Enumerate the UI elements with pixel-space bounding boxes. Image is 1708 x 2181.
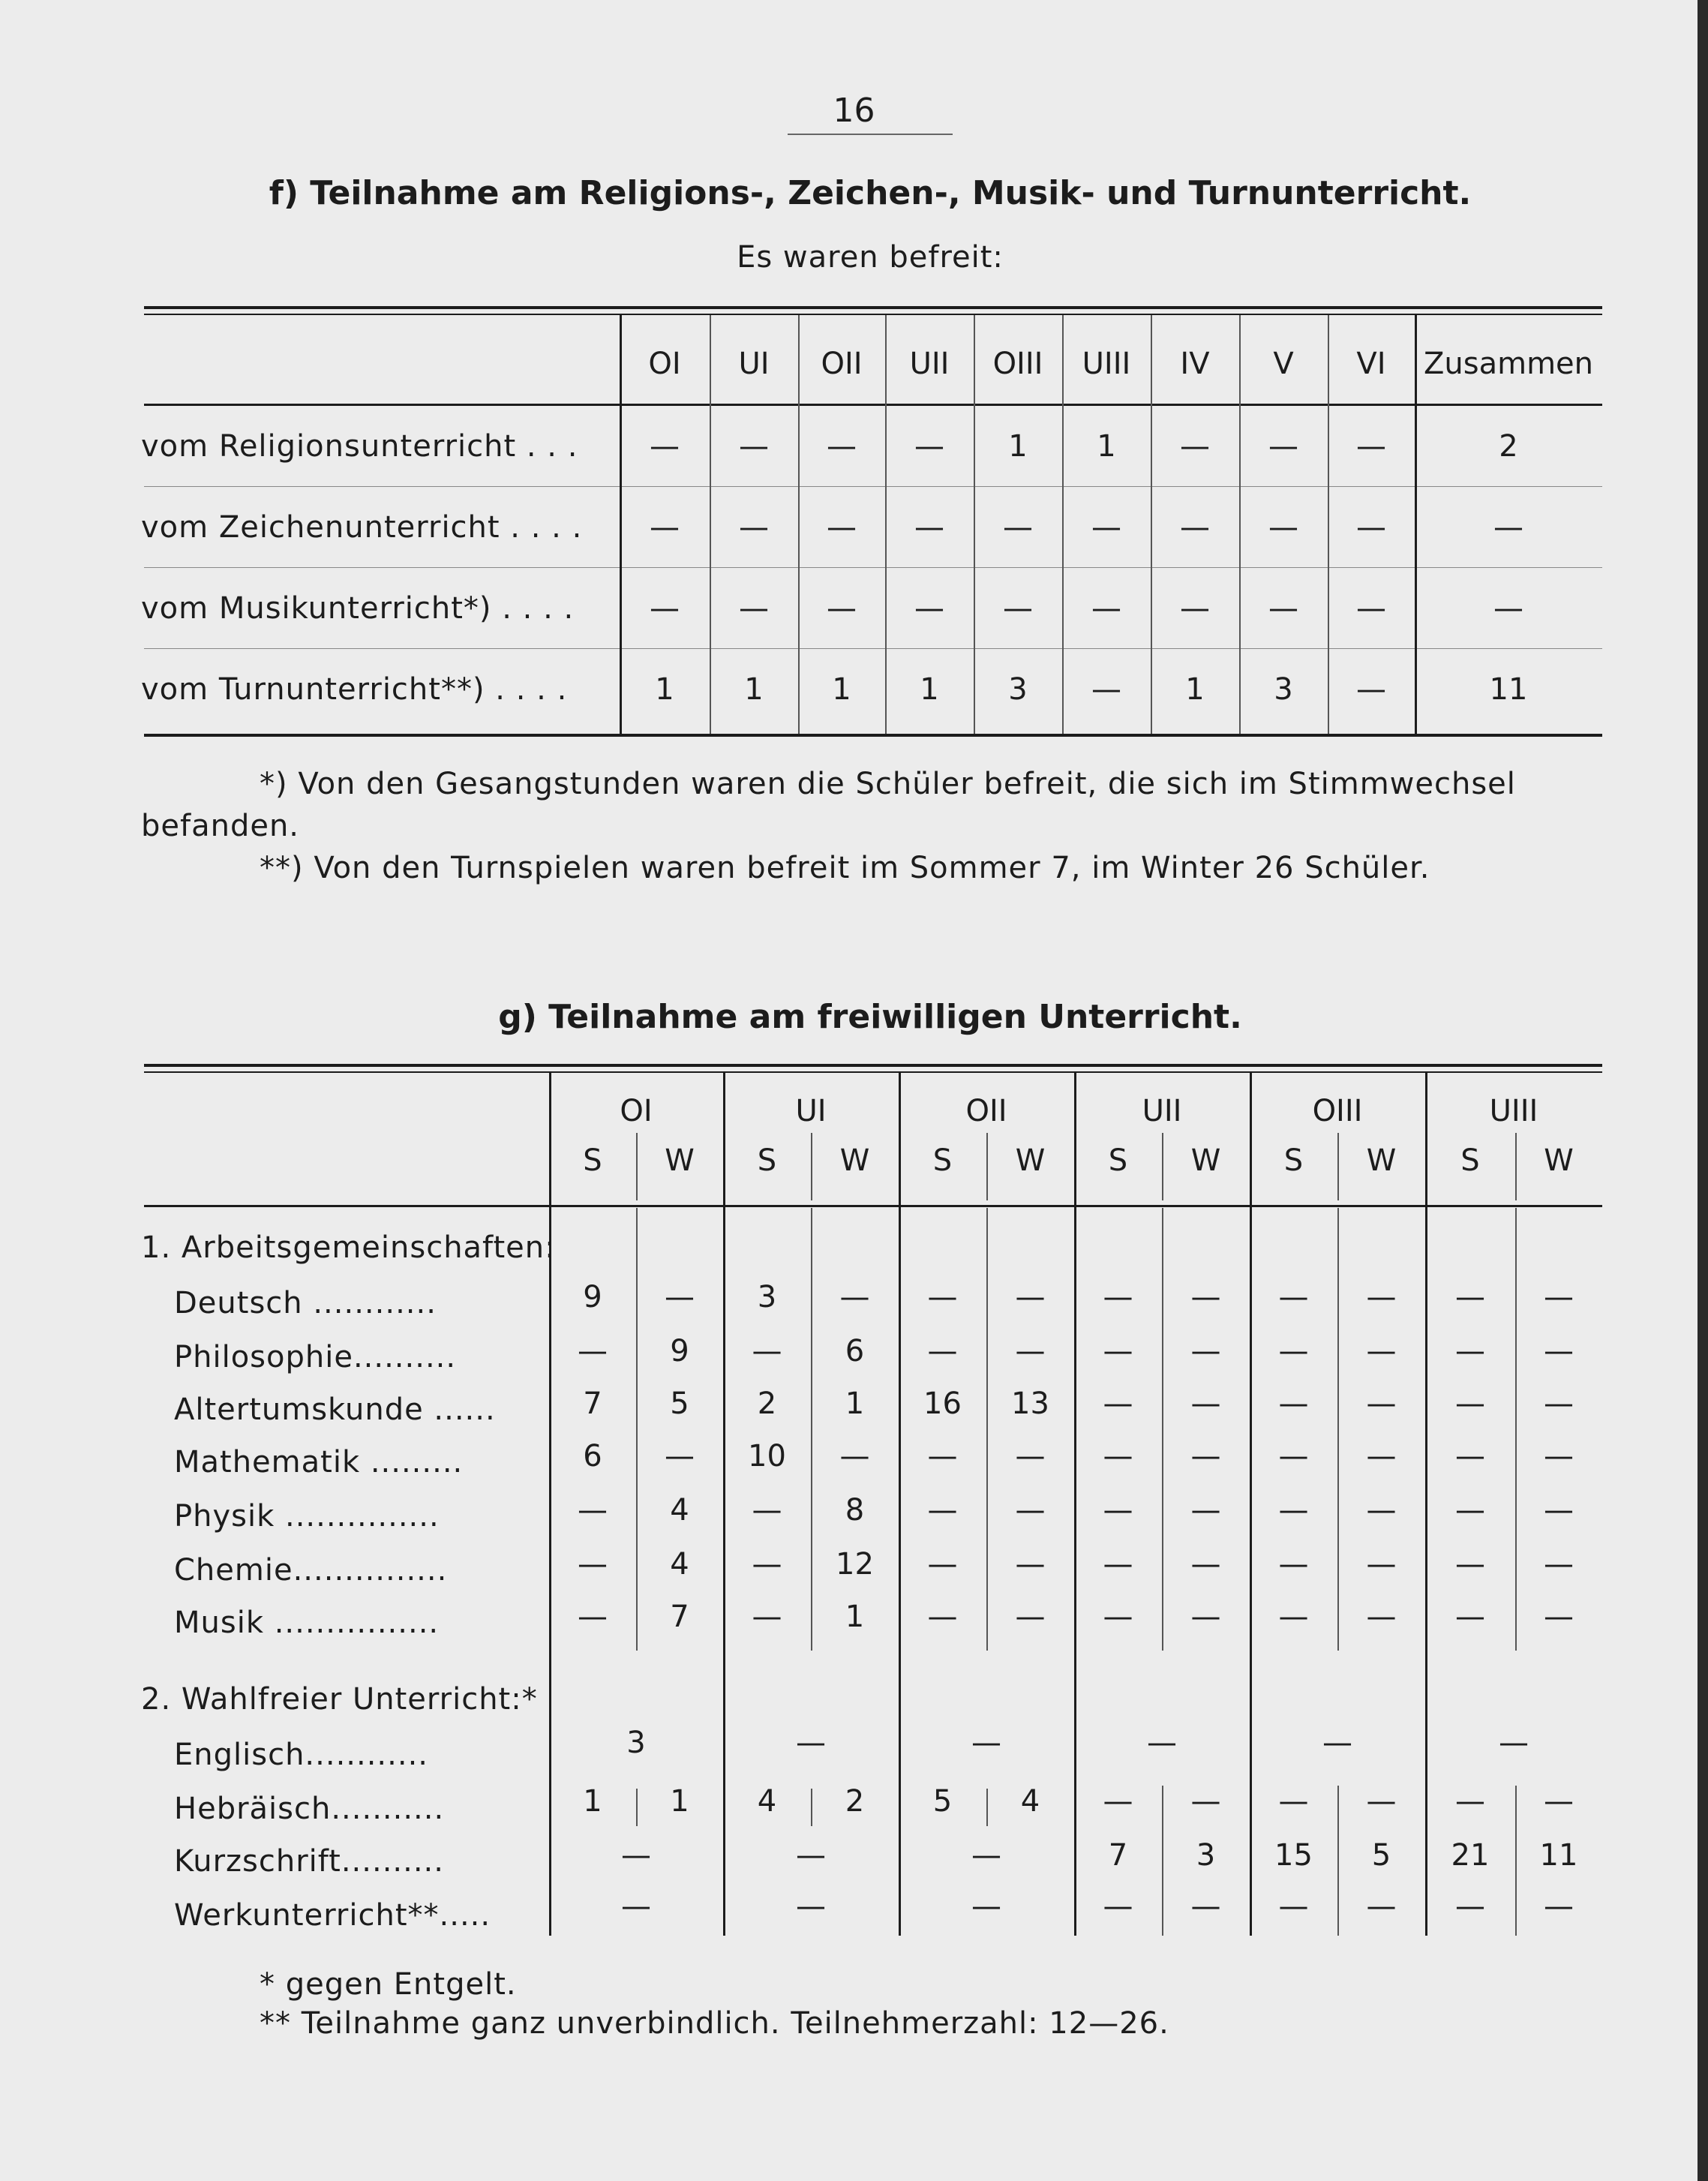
table-g-cell: — <box>1190 1784 1221 1819</box>
table-g-group-header: OIII <box>1312 1094 1363 1128</box>
table-f-cell: 1 <box>744 672 764 707</box>
table-g-cell: — <box>1103 1889 1133 1924</box>
table-g-cell: — <box>1366 1784 1397 1819</box>
table-g-cell: — <box>1544 1889 1574 1924</box>
table-g-cell: — <box>1366 1334 1397 1368</box>
table-g-cell: — <box>1278 1334 1309 1368</box>
table-g-cell: — <box>1190 1600 1221 1634</box>
table-f-column-header: UI <box>738 347 770 381</box>
table-f-cell: — <box>827 429 857 464</box>
table-g-cell: — <box>1190 1334 1221 1368</box>
table-g-row-label: Physik ............... <box>174 1499 440 1534</box>
table-g-cell: 5 <box>670 1386 689 1421</box>
table-g-cell: — <box>1278 1386 1309 1421</box>
table-g-cell: — <box>752 1493 782 1528</box>
table-g-cell: — <box>1544 1386 1574 1421</box>
table-g-sw-rule-hebr <box>636 1789 638 1826</box>
table-g-cell: — <box>927 1280 958 1314</box>
table-g-cell: — <box>1544 1784 1574 1819</box>
table-f-cell: — <box>739 510 769 545</box>
table-f-column-header: IV <box>1180 347 1210 381</box>
table-g-cell: — <box>621 1889 651 1924</box>
table-f-cell: — <box>1356 591 1386 626</box>
table-g-sub-header: S <box>932 1143 953 1178</box>
table-g-cell: — <box>839 1280 870 1314</box>
table-g-cell: — <box>1015 1600 1046 1634</box>
table-g-cell: — <box>971 1726 1001 1760</box>
table-g-cell: 9 <box>670 1334 689 1368</box>
table-g-cell: — <box>1103 1547 1133 1582</box>
table-g-cell: — <box>1455 1439 1485 1474</box>
table-g-row-label: Deutsch ............ <box>174 1286 437 1320</box>
table-g-cell: — <box>1544 1334 1574 1368</box>
table-f-cell: — <box>650 510 680 545</box>
table-f-row-label: vom Zeichenunterricht . . . . <box>141 510 583 545</box>
table-g-cell: 4 <box>1020 1784 1040 1819</box>
table-f-cell: — <box>827 591 857 626</box>
table-g-cell: — <box>1544 1280 1574 1314</box>
table-g-cell: — <box>1544 1493 1574 1528</box>
table-g-cell: 2 <box>845 1784 865 1819</box>
table-g-cell: — <box>1190 1386 1221 1421</box>
table-f-cell: 1 <box>832 672 851 707</box>
table-f-cell: — <box>1003 591 1033 626</box>
table-g-cell: — <box>578 1493 608 1528</box>
table-g-top-rule <box>144 1064 1602 1067</box>
table-g-group-header: OII <box>965 1094 1007 1128</box>
table-g-cell: — <box>1190 1439 1221 1474</box>
table-f-cell: — <box>650 429 680 464</box>
table-g-cell: — <box>1455 1386 1485 1421</box>
table-f-cell: — <box>1356 672 1386 707</box>
table-f-top-rule <box>144 306 1602 309</box>
table-g-row-label: Musik ................ <box>174 1606 440 1640</box>
table-g-group-header: OI <box>620 1094 653 1128</box>
table-g-cell: 10 <box>748 1439 786 1474</box>
table-f-cell: 1 <box>1185 672 1205 707</box>
table-g-cell: — <box>927 1600 958 1634</box>
table-g-sub-header: S <box>757 1143 777 1178</box>
table-g-sw-rule-hebr <box>986 1789 988 1826</box>
table-f-cell: — <box>650 591 680 626</box>
table-g-sub-header: S <box>1283 1143 1304 1178</box>
table-g-cell: — <box>839 1439 870 1474</box>
table-g-cell: — <box>752 1334 782 1368</box>
table-g-cell: — <box>1103 1280 1133 1314</box>
table-f-column-header: Zusammen <box>1424 347 1593 381</box>
table-g-cell: 5 <box>1371 1838 1391 1873</box>
table-g-row-label: Mathematik ......... <box>174 1445 464 1480</box>
table-g-cell: — <box>1190 1547 1221 1582</box>
table-g-cell: 6 <box>583 1439 602 1474</box>
table-g-cell: 2 <box>757 1386 777 1421</box>
table-g-cell: 7 <box>670 1600 689 1634</box>
table-g-cell: — <box>578 1334 608 1368</box>
page-number-rule <box>788 134 953 135</box>
table-g-cell: — <box>1499 1726 1529 1760</box>
table-f-column-header: UII <box>909 347 950 381</box>
table-g-cell: — <box>1455 1784 1485 1819</box>
table-g-cell: — <box>1278 1889 1309 1924</box>
table-g-cell: 16 <box>923 1386 962 1421</box>
table-g-cell: — <box>1103 1493 1133 1528</box>
table-g-cell: — <box>1366 1439 1397 1474</box>
table-g-group-header: UIII <box>1489 1094 1538 1128</box>
table-g-cell: — <box>621 1838 651 1873</box>
table-f-cell: — <box>1493 510 1523 545</box>
table-g-cell: — <box>665 1280 695 1314</box>
table-f-column-header: VI <box>1356 347 1386 381</box>
table-g-sw-body-rule <box>1515 1208 1517 1651</box>
table-f-cell: — <box>1180 429 1210 464</box>
table-g-cell: — <box>971 1838 1001 1873</box>
table-g-cell: — <box>927 1493 958 1528</box>
table-g-cell: — <box>1103 1386 1133 1421</box>
table-g-cell: 3 <box>626 1726 646 1760</box>
table-g-cell: — <box>1278 1439 1309 1474</box>
table-g-cell: — <box>578 1547 608 1582</box>
table-g-cell: — <box>1455 1334 1485 1368</box>
table-g-cell: — <box>1015 1334 1046 1368</box>
table-g-cell: — <box>927 1547 958 1582</box>
table-f-cell: — <box>914 510 944 545</box>
table-g-cell: — <box>1278 1784 1309 1819</box>
section-g-footnote-1: * gegen Entgelt. <box>260 1967 517 2002</box>
table-f-row-rule <box>144 486 1602 487</box>
table-g-cell: — <box>1366 1386 1397 1421</box>
table-g-cell: — <box>1103 1600 1133 1634</box>
table-g-cell: — <box>1366 1280 1397 1314</box>
table-g-cell: 1 <box>845 1600 865 1634</box>
table-f-cell: 1 <box>1097 429 1116 464</box>
table-g-cell: 21 <box>1451 1838 1490 1873</box>
table-g-cell: 4 <box>670 1547 689 1582</box>
table-g-sw-body-rule <box>986 1208 988 1651</box>
table-f-cell: — <box>1356 429 1386 464</box>
table-g-cell: — <box>1015 1493 1046 1528</box>
table-g-cell: — <box>1278 1600 1309 1634</box>
table-g-cell: — <box>1322 1726 1352 1760</box>
section-f-title: f) Teilnahme am Religions-, Zeichen-, Musik- und Turnunterricht. <box>269 174 1472 212</box>
section-g-title: g) Teilnahme am freiwilligen Unterricht. <box>498 998 1242 1036</box>
section-f-footnote-1: *) Von den Gesangstunden waren die Schüler befreit, die sich im Stimmwechsel <box>260 767 1516 801</box>
table-g-cell: 8 <box>845 1493 865 1528</box>
table-g-cell: — <box>971 1889 1001 1924</box>
table-g-cell: — <box>1103 1784 1133 1819</box>
table-g-cell: — <box>1015 1280 1046 1314</box>
table-f-cell: — <box>1268 591 1298 626</box>
table-g-cell: 6 <box>845 1334 865 1368</box>
table-f-cell: — <box>827 510 857 545</box>
table-g-cell: — <box>1544 1439 1574 1474</box>
table-f-cell: — <box>1268 429 1298 464</box>
table-f-row-rule <box>144 648 1602 649</box>
table-g-cell: — <box>1190 1280 1221 1314</box>
table-g-row-label: Philosophie.......... <box>174 1340 457 1374</box>
table-g-cell: — <box>1366 1547 1397 1582</box>
table-g-row-label: Werkunterricht**..... <box>174 1898 491 1933</box>
table-f-row-label: vom Turnunterricht**) . . . . <box>141 672 568 707</box>
table-f-top-rule-2 <box>144 314 1602 315</box>
table-f-column-header: V <box>1273 347 1294 381</box>
table-g-cell: — <box>1278 1280 1309 1314</box>
table-g-sub-header: S <box>583 1143 602 1178</box>
table-f-cell: 1 <box>655 672 674 707</box>
table-f-column-header: OIII <box>992 347 1043 381</box>
section-f-footnote-1-cont: befanden. <box>141 809 300 843</box>
table-g-cell: — <box>1544 1600 1574 1634</box>
table-g-row-label: Kurzschrift.......... <box>174 1844 444 1879</box>
section-g-footnote-2: ** Teilnahme ganz unverbindlich. Teilnehmerzahl: 12—26. <box>260 2006 1169 2041</box>
table-g-sub-header: W <box>1015 1143 1046 1178</box>
table-f-column-header: UIII <box>1082 347 1131 381</box>
table-g-cell: 12 <box>836 1547 874 1582</box>
section-f-subtitle: Es waren befreit: <box>737 240 1004 275</box>
table-f-cell: — <box>1493 591 1523 626</box>
table-g-sub-header: S <box>1460 1143 1480 1178</box>
table-f-cell: — <box>1091 510 1121 545</box>
table-g-cell: 4 <box>670 1493 689 1528</box>
table-g-cell: 15 <box>1274 1838 1313 1873</box>
table-g-cell: — <box>1455 1493 1485 1528</box>
table-g-cell: — <box>1544 1547 1574 1582</box>
table-f-cell: — <box>1091 591 1121 626</box>
table-g-group-header: UI <box>795 1094 827 1128</box>
table-f-bottom-rule <box>144 734 1602 737</box>
table-f-cell: — <box>739 429 769 464</box>
table-g-cell: — <box>1455 1547 1485 1582</box>
table-g-cell: — <box>752 1547 782 1582</box>
table-g-cell: — <box>752 1600 782 1634</box>
table-f-cell: — <box>1091 672 1121 707</box>
table-f-cell: 3 <box>1008 672 1028 707</box>
table-g-row-label: Altertumskunde ...... <box>174 1392 496 1427</box>
table-g-cell: — <box>927 1334 958 1368</box>
table-g-cell: — <box>1278 1547 1309 1582</box>
table-g-row-label: Hebräisch........... <box>174 1792 445 1826</box>
table-g-cell: 4 <box>757 1784 777 1819</box>
table-g-group1-label: 1. Arbeitsgemeinschaften: <box>141 1230 556 1265</box>
table-g-cell: 1 <box>583 1784 602 1819</box>
table-g-cell: — <box>1103 1334 1133 1368</box>
table-g-sub-header: W <box>665 1143 695 1178</box>
table-f-cell: 11 <box>1489 672 1528 707</box>
table-g-sub-header: S <box>1108 1143 1128 1178</box>
table-g-cell: — <box>1147 1726 1177 1760</box>
table-f-cell: — <box>1356 510 1386 545</box>
table-g-cell: 1 <box>845 1386 865 1421</box>
table-g-sw-body-rule <box>811 1208 812 1651</box>
table-g-sw-body-rule <box>636 1208 638 1651</box>
table-f-cell: — <box>914 429 944 464</box>
table-f-cell: — <box>1180 591 1210 626</box>
table-g-cell: — <box>927 1439 958 1474</box>
table-g-cell: — <box>1455 1889 1485 1924</box>
table-g-sub-header: W <box>1544 1143 1574 1178</box>
table-g-row-label: Englisch............ <box>174 1738 429 1772</box>
table-g-sw-rule-hebr <box>811 1789 812 1826</box>
table-g-cell: — <box>796 1726 826 1760</box>
table-g-sw-body-rule <box>1162 1208 1163 1651</box>
table-f-cell: 1 <box>1008 429 1028 464</box>
table-g-cell: 7 <box>1108 1838 1128 1873</box>
table-g-top-rule-2 <box>144 1071 1602 1073</box>
table-g-sub-header: W <box>839 1143 870 1178</box>
table-g-cell: 9 <box>583 1280 602 1314</box>
table-g-sub-header: W <box>1190 1143 1221 1178</box>
table-f-column-header: OII <box>821 347 863 381</box>
table-f-cell: 1 <box>920 672 939 707</box>
table-g-cell: — <box>1366 1889 1397 1924</box>
table-g-sw-body-rule <box>1337 1208 1339 1651</box>
table-f-cell: — <box>1180 510 1210 545</box>
table-g-cell: 13 <box>1011 1386 1049 1421</box>
table-g-cell: 1 <box>670 1784 689 1819</box>
table-f-column-header: OI <box>648 347 681 381</box>
table-g-sub-header: W <box>1366 1143 1397 1178</box>
table-f-cell: 3 <box>1274 672 1293 707</box>
table-g-cell: — <box>1103 1439 1133 1474</box>
table-g-cell: — <box>1455 1280 1485 1314</box>
table-g-cell: 5 <box>932 1784 953 1819</box>
table-g-cell: — <box>665 1439 695 1474</box>
table-g-group2-label: 2. Wahlfreier Unterricht:* <box>141 1682 538 1717</box>
table-f-cell: — <box>1003 510 1033 545</box>
table-g-cell: 3 <box>757 1280 777 1314</box>
table-f-header-rule <box>144 404 1602 406</box>
table-g-cell: — <box>1455 1600 1485 1634</box>
table-g-cell: — <box>1278 1493 1309 1528</box>
table-g-cell: 11 <box>1539 1838 1578 1873</box>
table-g-cell: — <box>578 1600 608 1634</box>
table-g-cell: — <box>1015 1547 1046 1582</box>
table-f-row-label: vom Religionsunterricht . . . <box>141 429 578 464</box>
table-g-cell: 3 <box>1196 1838 1216 1873</box>
table-g-header-rule <box>144 1205 1602 1207</box>
table-f-cell: — <box>1268 510 1298 545</box>
table-g-cell: — <box>1366 1600 1397 1634</box>
table-g-cell: — <box>1366 1493 1397 1528</box>
table-g-cell: — <box>796 1838 826 1873</box>
table-g-cell: — <box>1190 1889 1221 1924</box>
table-f-cell: 2 <box>1499 429 1518 464</box>
section-f-footnote-2: **) Von den Turnspielen waren befreit im Sommer 7, im Winter 26 Schüler. <box>260 851 1430 885</box>
page-edge-shadow <box>1697 0 1708 2181</box>
table-g-row-label: Chemie............... <box>174 1553 448 1588</box>
table-f-row-label: vom Musikunterricht*) . . . . <box>141 591 575 626</box>
table-g-group-header: UII <box>1142 1094 1182 1128</box>
page-number: 16 <box>833 92 875 130</box>
table-g-cell: — <box>796 1889 826 1924</box>
table-g-cell: 7 <box>583 1386 602 1421</box>
table-g-cell: — <box>1190 1493 1221 1528</box>
table-f-row-rule <box>144 567 1602 568</box>
table-g-cell: — <box>1015 1439 1046 1474</box>
table-f-cell: — <box>914 591 944 626</box>
table-f-cell: — <box>739 591 769 626</box>
